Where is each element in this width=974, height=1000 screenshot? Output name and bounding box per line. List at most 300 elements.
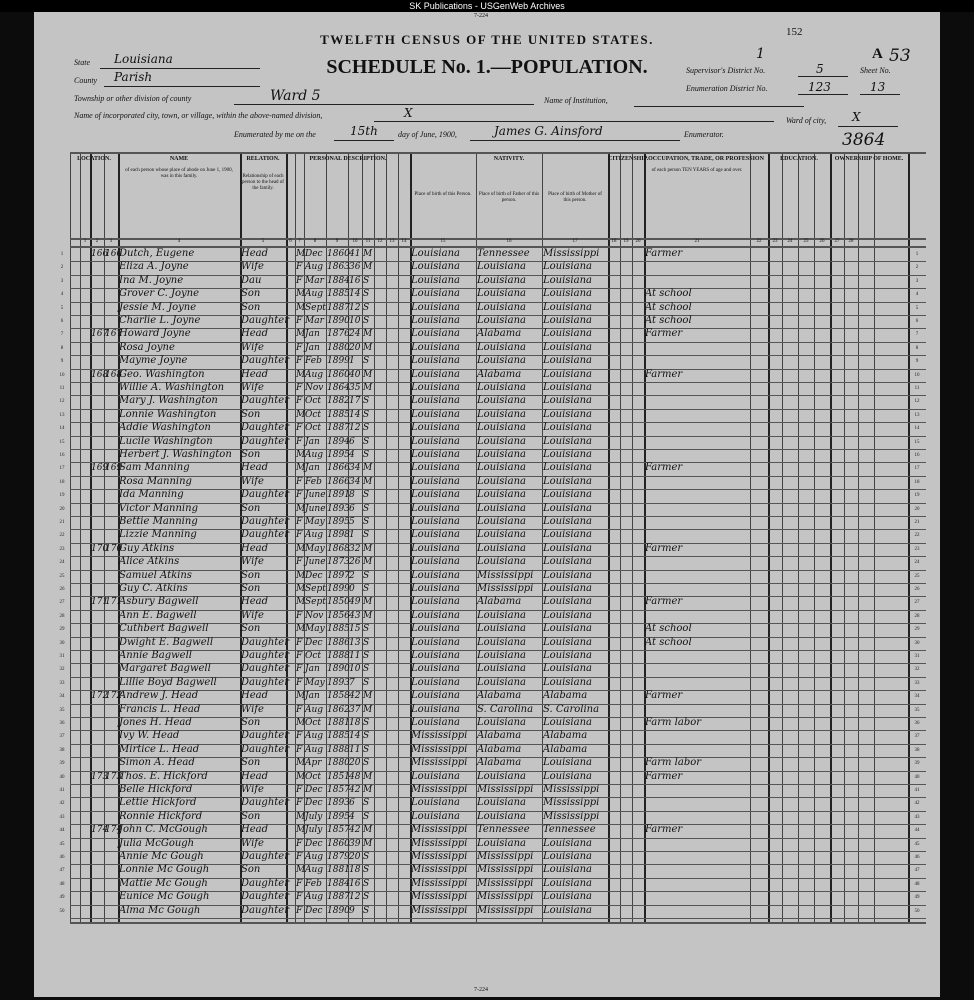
row-number: 4 <box>915 292 919 298</box>
column-number: 23 <box>772 239 778 244</box>
row-number: 45 <box>59 841 65 847</box>
cell-mo: June <box>305 557 326 568</box>
cell-ms: M <box>363 691 373 702</box>
column-number: 25 <box>803 239 809 244</box>
row-number: 6 <box>915 319 919 324</box>
cell-occ: Farmer <box>645 542 683 554</box>
cell-ms: M <box>363 557 373 568</box>
cell-mp: Louisiana <box>543 315 592 326</box>
cell-ms: S <box>363 731 370 742</box>
cell-ms: M <box>363 369 373 380</box>
cell-bp: Louisiana <box>411 703 460 715</box>
grid-rule <box>70 152 926 154</box>
county-label: County <box>74 76 98 85</box>
state-label: State <box>74 58 90 67</box>
row-number: 17 <box>59 466 65 472</box>
cell-name: Rosa Joyne <box>119 341 175 353</box>
cell-sex: M <box>296 503 306 514</box>
cell-sex: M <box>296 329 306 340</box>
cell-bp: Mississippi <box>411 851 468 862</box>
cell-rel: Head <box>241 328 269 340</box>
cell-ms: M <box>363 785 373 795</box>
cell-age: 6 <box>349 503 355 514</box>
cell-occ: Farm labor <box>645 757 702 769</box>
cell-mp: Louisiana <box>543 288 592 300</box>
cell-fp: Louisiana <box>477 837 526 849</box>
cell-mo: Oct <box>305 423 322 434</box>
cell-bp: Louisiana <box>411 596 460 608</box>
cell-rel: Son <box>241 810 261 822</box>
cell-ms: S <box>363 811 370 822</box>
cell-age: 16 <box>349 275 361 286</box>
cell-fp: Louisiana <box>477 529 526 541</box>
cell-sex: M <box>296 463 306 474</box>
cell-fp: Mississippi <box>477 583 534 594</box>
cell-rel: Son <box>241 288 261 300</box>
cell-ms: S <box>363 289 370 300</box>
row-number: 28 <box>59 613 65 619</box>
cell-ms: S <box>363 436 370 447</box>
cell-sex: M <box>296 597 306 608</box>
column-number: 12 <box>377 239 383 244</box>
cell-name: Lillie Boyd Bagwell <box>119 676 217 688</box>
cell-rel: Daughter <box>241 904 289 916</box>
cell-mo: May <box>305 624 325 635</box>
sheet-letter: A <box>872 46 883 62</box>
cell-bp: Louisiana <box>411 676 460 688</box>
cell-age: 40 <box>349 369 361 380</box>
cell-bp: Mississippi <box>411 864 468 876</box>
cell-yr: 1880 <box>327 758 350 769</box>
cell-yr: 1858 <box>327 691 350 702</box>
cell-yr: 1886 <box>327 637 350 648</box>
cell-mp: Louisiana <box>543 542 592 554</box>
column-number: 28 <box>848 239 854 244</box>
cell-name: Lucile Washington <box>119 435 213 447</box>
grid-column-line <box>70 152 71 922</box>
cell-fp: S. Carolina <box>477 703 534 715</box>
cell-age: 18 <box>349 718 361 728</box>
cell-mp: Louisiana <box>543 623 592 635</box>
cell-ms: S <box>363 584 370 594</box>
cell-age: 10 <box>349 316 361 326</box>
cell-age: 42 <box>349 691 361 702</box>
row-number: 35 <box>59 707 65 713</box>
cell-rel: Daughter <box>241 516 289 527</box>
cell-bp: Louisiana <box>411 502 460 514</box>
cell-rel: Daughter <box>241 730 289 742</box>
cell-sex: M <box>296 409 306 420</box>
cell-rel: Son <box>241 408 261 420</box>
column-number: 19 <box>623 239 629 244</box>
cell-mp: Mississippi <box>543 797 600 809</box>
cell-bp: Louisiana <box>411 690 460 702</box>
cell-bp: Louisiana <box>411 274 460 286</box>
cell-yr: 1862 <box>327 704 350 715</box>
cell-occ: Farmer <box>645 248 683 259</box>
cell-mp: Louisiana <box>543 904 592 916</box>
cell-name: Herbert J. Washington <box>119 449 232 460</box>
cell-ms: M <box>363 771 373 782</box>
cell-mo: Feb <box>305 878 322 889</box>
cell-bp: Louisiana <box>411 663 460 675</box>
row-number: 49 <box>914 895 920 901</box>
grid-column-line <box>908 152 910 922</box>
cell-yr: 1893 <box>327 677 350 688</box>
cell-fp: Louisiana <box>477 341 526 353</box>
cell-fp: Louisiana <box>477 382 526 393</box>
cell-bp: Mississippi <box>411 743 468 755</box>
supervisor-mark: 1 <box>756 46 765 62</box>
grid-column-line <box>644 152 646 922</box>
column-number: 20 <box>635 239 641 244</box>
cell-mo: Dec <box>305 249 323 259</box>
cell-mo: May <box>305 677 325 688</box>
cell-ms: M <box>363 543 373 554</box>
cell-ms: S <box>363 718 370 728</box>
cell-mp: Alabama <box>543 743 588 755</box>
cell-mo: Aug <box>305 744 324 755</box>
cell-yr: 1898 <box>327 530 350 541</box>
cell-mp: Louisiana <box>543 395 592 407</box>
cell-yr: 1890 <box>327 905 350 916</box>
cell-mo: July <box>305 811 323 822</box>
cell-mo: Aug <box>305 530 324 541</box>
cell-sex: F <box>296 275 303 286</box>
cell-age: 8 <box>349 490 355 501</box>
cell-mo: May <box>305 517 325 527</box>
cell-occ: At school <box>645 288 692 300</box>
cell-sex: M <box>296 624 306 635</box>
cell-bp: Mississippi <box>411 904 468 916</box>
grid-column-line <box>374 152 375 922</box>
cell-age: 13 <box>349 637 361 648</box>
cell-mp: Louisiana <box>543 516 592 527</box>
cell-bp: Louisiana <box>411 475 460 487</box>
row-number: 37 <box>59 734 65 740</box>
cell-bp: Louisiana <box>411 462 460 474</box>
cell-ms: S <box>363 744 370 755</box>
cell-name: Julia McGough <box>119 837 195 849</box>
cell-rel: Son <box>241 502 261 514</box>
row-number: 49 <box>59 895 65 901</box>
cell-mo: Nov <box>305 610 324 621</box>
cell-sex: F <box>296 610 303 621</box>
grid-column-line <box>398 152 399 922</box>
cell-sex: F <box>296 892 303 903</box>
cell-occ: At school <box>645 301 692 313</box>
cell-occ: Farmer <box>645 462 683 474</box>
cell-name: Mattie Mc Gough <box>119 877 208 889</box>
grid-column-line <box>858 152 859 922</box>
cell-mp: Louisiana <box>543 449 592 460</box>
row-number: 2 <box>60 265 64 271</box>
row-number: 36 <box>59 721 65 726</box>
cell-yr: 1860 <box>327 838 350 849</box>
row-number: 4 <box>60 292 64 298</box>
cell-age: 4 <box>349 811 355 822</box>
row-number: 8 <box>915 345 919 351</box>
cell-sex: F <box>296 637 303 648</box>
cell-yr: 1881 <box>327 718 350 728</box>
cell-name: Victor Manning <box>119 502 198 514</box>
header-personal: PERSONAL DESCRIPTION. <box>309 156 387 162</box>
row-number: 18 <box>59 479 65 485</box>
cell-yr: 1857 <box>327 785 350 795</box>
row-number: 48 <box>914 881 920 887</box>
cell-age: 15 <box>349 624 361 635</box>
cell-sex: M <box>296 570 306 581</box>
cell-name: Belle Hickford <box>119 784 193 795</box>
cell-mo: Jan <box>305 463 320 474</box>
cell-bp: Mississippi <box>411 877 468 889</box>
cell-rel: Head <box>241 770 269 782</box>
cell-bp: Mississippi <box>411 757 468 769</box>
row-number: 42 <box>59 801 65 807</box>
row-number: 19 <box>914 493 920 499</box>
grid-column-line <box>782 152 783 922</box>
cell-sex: M <box>296 543 306 554</box>
cell-fp: Louisiana <box>477 355 526 367</box>
grid-column-line <box>90 152 92 922</box>
cell-mp: Louisiana <box>543 341 592 353</box>
cell-mp: Louisiana <box>543 382 592 393</box>
cell-rel: Wife <box>241 556 264 568</box>
watermark-banner: SK Publications - USGenWeb Archives <box>0 0 974 12</box>
cell-mo: Dec <box>305 785 323 795</box>
cell-rel: Daughter <box>241 422 289 434</box>
cell-mo: Aug <box>305 262 324 273</box>
cell-yr: 1893 <box>327 503 350 514</box>
cell-yr: 1888 <box>327 651 350 661</box>
cell-fp: Louisiana <box>477 810 526 822</box>
enumeration-day: 15th <box>350 124 378 138</box>
grid-column-line <box>608 152 610 922</box>
cell-mo: Jan <box>305 342 320 353</box>
cell-sex: F <box>296 677 303 688</box>
cell-ms: S <box>363 798 370 809</box>
cell-ms: M <box>363 249 373 259</box>
row-number: 40 <box>914 774 920 780</box>
subheader-relation: Relationship of each person to the head of the family. <box>242 174 284 191</box>
cell-fp: Louisiana <box>477 623 526 635</box>
cell-rel: Head <box>241 542 269 554</box>
subheader-birthplace: Place of birth of this Person. <box>414 192 472 197</box>
cell-fp: Louisiana <box>477 556 526 568</box>
cell-bp: Louisiana <box>411 516 460 527</box>
cell-mp: Louisiana <box>543 583 592 594</box>
row-number: 41 <box>59 788 65 793</box>
cell-fp: Mississippi <box>477 877 534 889</box>
cell-bp: Louisiana <box>411 288 460 300</box>
cell-rel: Daughter <box>241 435 289 447</box>
cell-mp: Louisiana <box>543 475 592 487</box>
ward-value: X <box>852 110 861 124</box>
row-number: 5 <box>60 305 64 311</box>
census-title: TWELFTH CENSUS OF THE UNITED STATES. <box>320 32 654 47</box>
cell-fp: Louisiana <box>477 261 526 273</box>
cell-ms: S <box>363 892 370 903</box>
column-number: 1 <box>83 239 87 244</box>
cell-mp: Louisiana <box>543 770 592 782</box>
cell-ms: S <box>363 423 370 434</box>
population-table <box>59 152 926 922</box>
page-number: 152 <box>786 26 803 38</box>
cell-dw: 173 <box>91 771 109 782</box>
cell-fp: Louisiana <box>477 636 526 648</box>
cell-bp: Louisiana <box>411 489 460 501</box>
cell-sex: M <box>296 691 306 702</box>
cell-rel: Son <box>241 449 261 460</box>
cell-occ: At school <box>645 636 692 648</box>
cell-mp: Louisiana <box>543 274 592 286</box>
cell-age: 12 <box>349 302 361 313</box>
cell-bp: Louisiana <box>411 248 460 259</box>
cell-mo: Aug <box>305 852 324 862</box>
column-number: 14 <box>401 239 407 244</box>
cell-ms: S <box>363 275 370 286</box>
cell-occ: Farmer <box>645 770 683 782</box>
cell-sex: F <box>296 490 303 501</box>
cell-rel: Daughter <box>241 355 289 367</box>
cell-dw: 170 <box>91 543 109 554</box>
cell-bp: Louisiana <box>411 529 460 541</box>
cell-fp: Louisiana <box>477 449 526 460</box>
cell-bp: Louisiana <box>411 623 460 635</box>
cell-dw: 174 <box>91 825 109 836</box>
cell-mo: July <box>305 825 323 836</box>
cell-bp: Mississippi <box>411 891 468 903</box>
cell-mp: Louisiana <box>543 261 592 273</box>
enumerator-label: Enumerator. <box>684 130 724 139</box>
cell-fp: Alabama <box>477 730 522 742</box>
cell-mp: Louisiana <box>543 502 592 514</box>
cell-rel: Daughter <box>241 315 289 326</box>
cell-name: Annie Bagwell <box>119 650 192 661</box>
grid-column-line <box>874 152 875 922</box>
cell-name: Dutch, Eugene <box>119 248 195 259</box>
row-number: 38 <box>59 747 65 753</box>
cell-fp: Louisiana <box>477 770 526 782</box>
cell-rel: Head <box>241 690 269 702</box>
row-number: 28 <box>914 613 920 619</box>
cell-rel: Daughter <box>241 663 289 675</box>
row-number: 24 <box>914 560 920 566</box>
cell-yr: 1895 <box>327 450 350 460</box>
cell-bp: Mississippi <box>411 730 468 742</box>
subheader-occupation: of each person TEN YEARS of age and over. <box>651 168 743 173</box>
cell-fam: 169 <box>105 463 123 474</box>
column-number: 6 <box>289 239 292 244</box>
cell-mo: Sept <box>305 597 326 608</box>
cell-fp: Alabama <box>477 596 522 608</box>
cell-rel: Son <box>241 864 261 876</box>
cell-yr: 1895 <box>327 517 350 527</box>
cell-bp: Louisiana <box>411 650 460 661</box>
cell-mp: Louisiana <box>543 422 592 434</box>
cell-yr: 1887 <box>327 892 350 903</box>
schedule-title: SCHEDULE No. 1.—POPULATION. <box>326 56 648 78</box>
cell-rel: Daughter <box>241 395 289 407</box>
cell-sex: F <box>296 342 303 353</box>
cell-mo: Sept <box>305 302 326 313</box>
cell-ms: M <box>363 463 373 474</box>
cell-fp: Louisiana <box>477 663 526 675</box>
cell-yr: 1893 <box>327 798 350 809</box>
township-value: Ward 5 <box>270 88 321 104</box>
cell-rel: Daughter <box>241 529 289 541</box>
row-number: 7 <box>915 332 919 338</box>
row-number: 30 <box>914 640 920 646</box>
subheader-mother: Place of birth of Mother of this person. <box>548 192 602 203</box>
cell-mo: Dec <box>305 637 323 648</box>
column-number: 15 <box>440 239 446 244</box>
enum-district-label: Enumeration District No. <box>686 84 768 93</box>
cell-dw: 172 <box>91 691 109 702</box>
cell-ms: S <box>363 530 370 541</box>
row-number: 23 <box>59 546 65 552</box>
cell-dw: 167 <box>91 329 109 340</box>
cell-mp: Louisiana <box>543 301 592 313</box>
cell-rel: Daughter <box>241 650 289 661</box>
cell-sex: M <box>296 865 306 876</box>
cell-mo: Mar <box>305 275 324 286</box>
cell-ms: M <box>363 838 373 849</box>
cell-mp: Louisiana <box>543 650 592 661</box>
cell-mp: Louisiana <box>543 851 592 862</box>
cell-name: Samuel Atkins <box>119 569 192 581</box>
cell-occ: Farm labor <box>645 717 702 728</box>
cell-bp: Louisiana <box>411 395 460 407</box>
cell-rel: Wife <box>241 837 264 849</box>
cell-fp: Louisiana <box>477 609 526 621</box>
cell-fp: Alabama <box>477 368 522 380</box>
cell-mp: Louisiana <box>543 435 592 447</box>
cell-ms: S <box>363 503 370 514</box>
grid-column-line <box>620 152 621 922</box>
cell-fp: Alabama <box>477 328 522 340</box>
column-number: 21 <box>694 239 700 244</box>
cell-ms: S <box>363 865 370 876</box>
cell-age: 36 <box>349 262 361 273</box>
cell-sex: F <box>296 423 303 434</box>
cell-age: 10 <box>349 664 361 675</box>
cell-yr: 1880 <box>327 342 350 353</box>
row-number: 39 <box>59 761 65 767</box>
cell-age: 32 <box>349 543 361 554</box>
row-number: 12 <box>59 399 65 405</box>
supervisor-value: 5 <box>816 62 824 76</box>
cell-rel: Wife <box>241 784 264 795</box>
cell-bp: Louisiana <box>411 341 460 353</box>
cell-mo: Aug <box>305 369 324 380</box>
row-number: 3 <box>60 278 64 284</box>
grid-column-line <box>830 152 832 922</box>
cell-bp: Louisiana <box>411 569 460 581</box>
cell-age: 6 <box>349 436 355 447</box>
cell-fam: 174 <box>105 825 123 836</box>
cell-bp: Louisiana <box>411 583 460 594</box>
cell-sex: F <box>296 785 303 795</box>
cell-name: Ida Manning <box>119 489 184 501</box>
cell-age: 24 <box>349 329 361 340</box>
township-label: Township or other division of county <box>74 94 192 103</box>
cell-bp: Louisiana <box>411 556 460 568</box>
cell-yr: 1885 <box>327 624 350 635</box>
header-citizenship: CITIZENSHIP. <box>608 156 649 162</box>
row-number: 10 <box>59 372 65 378</box>
row-number: 50 <box>914 908 920 914</box>
